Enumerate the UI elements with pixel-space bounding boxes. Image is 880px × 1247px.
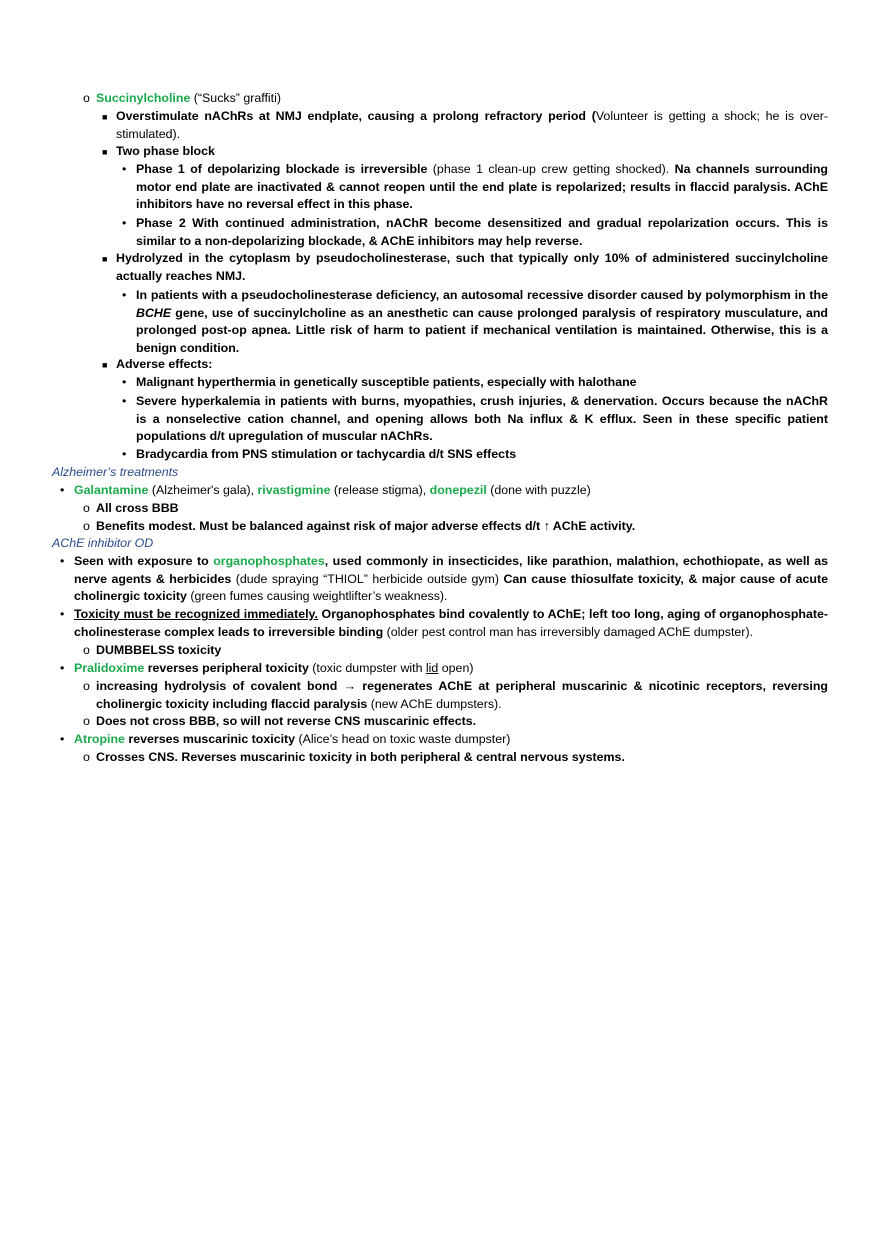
list-item-hydrolyzed: ■ Hydrolyzed in the cytoplasm by pseudocholinesterase, such that typically only 10% of administered succinylcholine actually reaches NMJ. <box>102 251 828 283</box>
gene-name: BCHE <box>136 305 172 320</box>
dot-bullet-icon: • <box>122 447 127 461</box>
list-item-atropine: • Atropine reverses muscarinic toxicity (Alice’s head on toxic waste dumpster) <box>74 731 828 749</box>
square-bullet-icon: ■ <box>102 254 108 264</box>
list-item-exposure: • Seen with exposure to organophosphates, used commonly in insecticides, like parathion, malathion, echothiopate, as well as nerve agents & herbicides (dude spraying “THIOL” herbicide outside gym) Can cause thiosulfate toxicity, & major cause of acute cholinergic toxicity (green fumes causing weightlifter’s weakness). <box>60 554 828 604</box>
dot-bullet-icon: • <box>122 394 127 408</box>
dot-bullet-icon: • <box>60 554 65 568</box>
square-bullet-icon: ■ <box>102 147 108 157</box>
circle-bullet-icon: o <box>83 519 90 533</box>
section-heading-alzheimers: Alzheimer’s treatments <box>52 465 179 479</box>
dot-bullet-icon: • <box>60 607 65 621</box>
circle-bullet-icon: o <box>83 750 90 764</box>
list-item-adverse-3: • Bradycardia from PNS stimulation or tachycardia d/t SNS effects <box>136 446 828 464</box>
dot-bullet-icon: • <box>60 661 65 675</box>
dot-bullet-icon: • <box>122 216 127 230</box>
list-item-toxicity: • Toxicity must be recognized immediately. Organophosphates bind covalently to AChE; left too long, aging of organophosphate-cholinesterase complex leads to irreversible binding (older pest control man has irreversibly damaged AChE dumpster). <box>60 607 828 639</box>
list-item-crosses: o Crosses CNS. Reverses muscarinic toxicity in both peripheral & central nervous systems. <box>96 749 828 767</box>
list-item-adverse: ■ Adverse effects: <box>116 356 828 374</box>
list-item-deficiency: • In patients with a pseudocholinesterase deficiency, an autosomal recessive disorder caused by polymorphism in the BCHE gene, use of succinylcholine as an anesthetic can cause prolonged paralysis of respiratory musculature, and prolonged post-op apnea. Little risk of harm to patient if mechanical ventilation is maintained. Otherwise, this is a benign condition. <box>122 288 828 355</box>
list-item-dumbbelss: o DUMBBELSS toxicity <box>96 642 828 660</box>
circle-bullet-icon: o <box>83 501 90 515</box>
square-bullet-icon: ■ <box>102 360 108 370</box>
dot-bullet-icon: • <box>60 483 65 497</box>
circle-bullet-icon: o <box>83 643 90 657</box>
list-item-overstimulate: ■ Overstimulate nAChRs at NMJ endplate, causing a prolong refractory period (Volunteer is getting a shock; he is over-stimulated). <box>102 109 828 141</box>
list-item-adverse-1: • Malignant hyperthermia in genetically susceptible patients, especially with halothane <box>136 374 828 392</box>
dot-bullet-icon: • <box>122 375 127 389</box>
square-bullet-icon: ■ <box>102 112 108 122</box>
circle-bullet-icon: o <box>83 679 90 693</box>
list-item-succinylcholine: o Succinylcholine (“Sucks” graffiti) <box>96 90 828 108</box>
list-item-hydrolysis: o increasing hydrolysis of covalent bond → regenerates AChE at peripheral muscarinic & nicotinic receptors, reversing cholinergic toxicity including flaccid paralysis (new AChE dumpsters). <box>83 679 828 711</box>
list-item-benefits: o Benefits modest. Must be balanced against risk of major adverse effects d/t ↑ AChE activity. <box>96 518 828 536</box>
list-item-adverse-2: • Severe hyperkalemia in patients with burns, myopathies, crush injuries, & denervation. Occurs because the nAChR is a nonselective cation channel, and opening allows both Na influx & K efflux. Seen in these specific patient populations d/t upregulation of muscular nAChRs. <box>122 394 828 444</box>
section-heading-ache-od: AChE inhibitor OD <box>52 536 154 550</box>
dot-bullet-icon: • <box>122 288 127 302</box>
circle-bullet-icon: o <box>83 91 90 105</box>
list-item-phase2: • Phase 2 With continued administration, nAChR become desensitized and gradual repolarization occurs. This is similar to a non-depolarizing blockade, & AChE inhibitors may help reverse. <box>122 216 828 248</box>
dot-bullet-icon: • <box>60 732 65 746</box>
list-item-two-phase: ■ Two phase block <box>116 143 828 161</box>
list-item-bbb: o All cross BBB <box>96 500 828 518</box>
list-item-pralidoxime: • Pralidoxime reverses peripheral toxicity (toxic dumpster with lid open) <box>74 660 828 678</box>
drug-name: Succinylcholine <box>96 91 191 105</box>
circle-bullet-icon: o <box>83 714 90 728</box>
list-item-phase1: • Phase 1 of depolarizing blockade is irreversible (phase 1 clean-up crew getting shocked). Na channels surrounding motor end plate are inactivated & cannot reopen until the end plate is repolarized; results in flaccid paralysis. AChE inhibitors have no reversal effect in this phase. <box>122 162 828 212</box>
dot-bullet-icon: • <box>122 162 127 176</box>
list-item-no-bbb: o Does not cross BBB, so will not reverse CNS muscarinic effects. <box>96 713 828 731</box>
list-item-alzheimer-drugs: • Galantamine (Alzheimer's gala), rivastigmine (release stigma), donepezil (done with puzzle) <box>74 482 828 500</box>
